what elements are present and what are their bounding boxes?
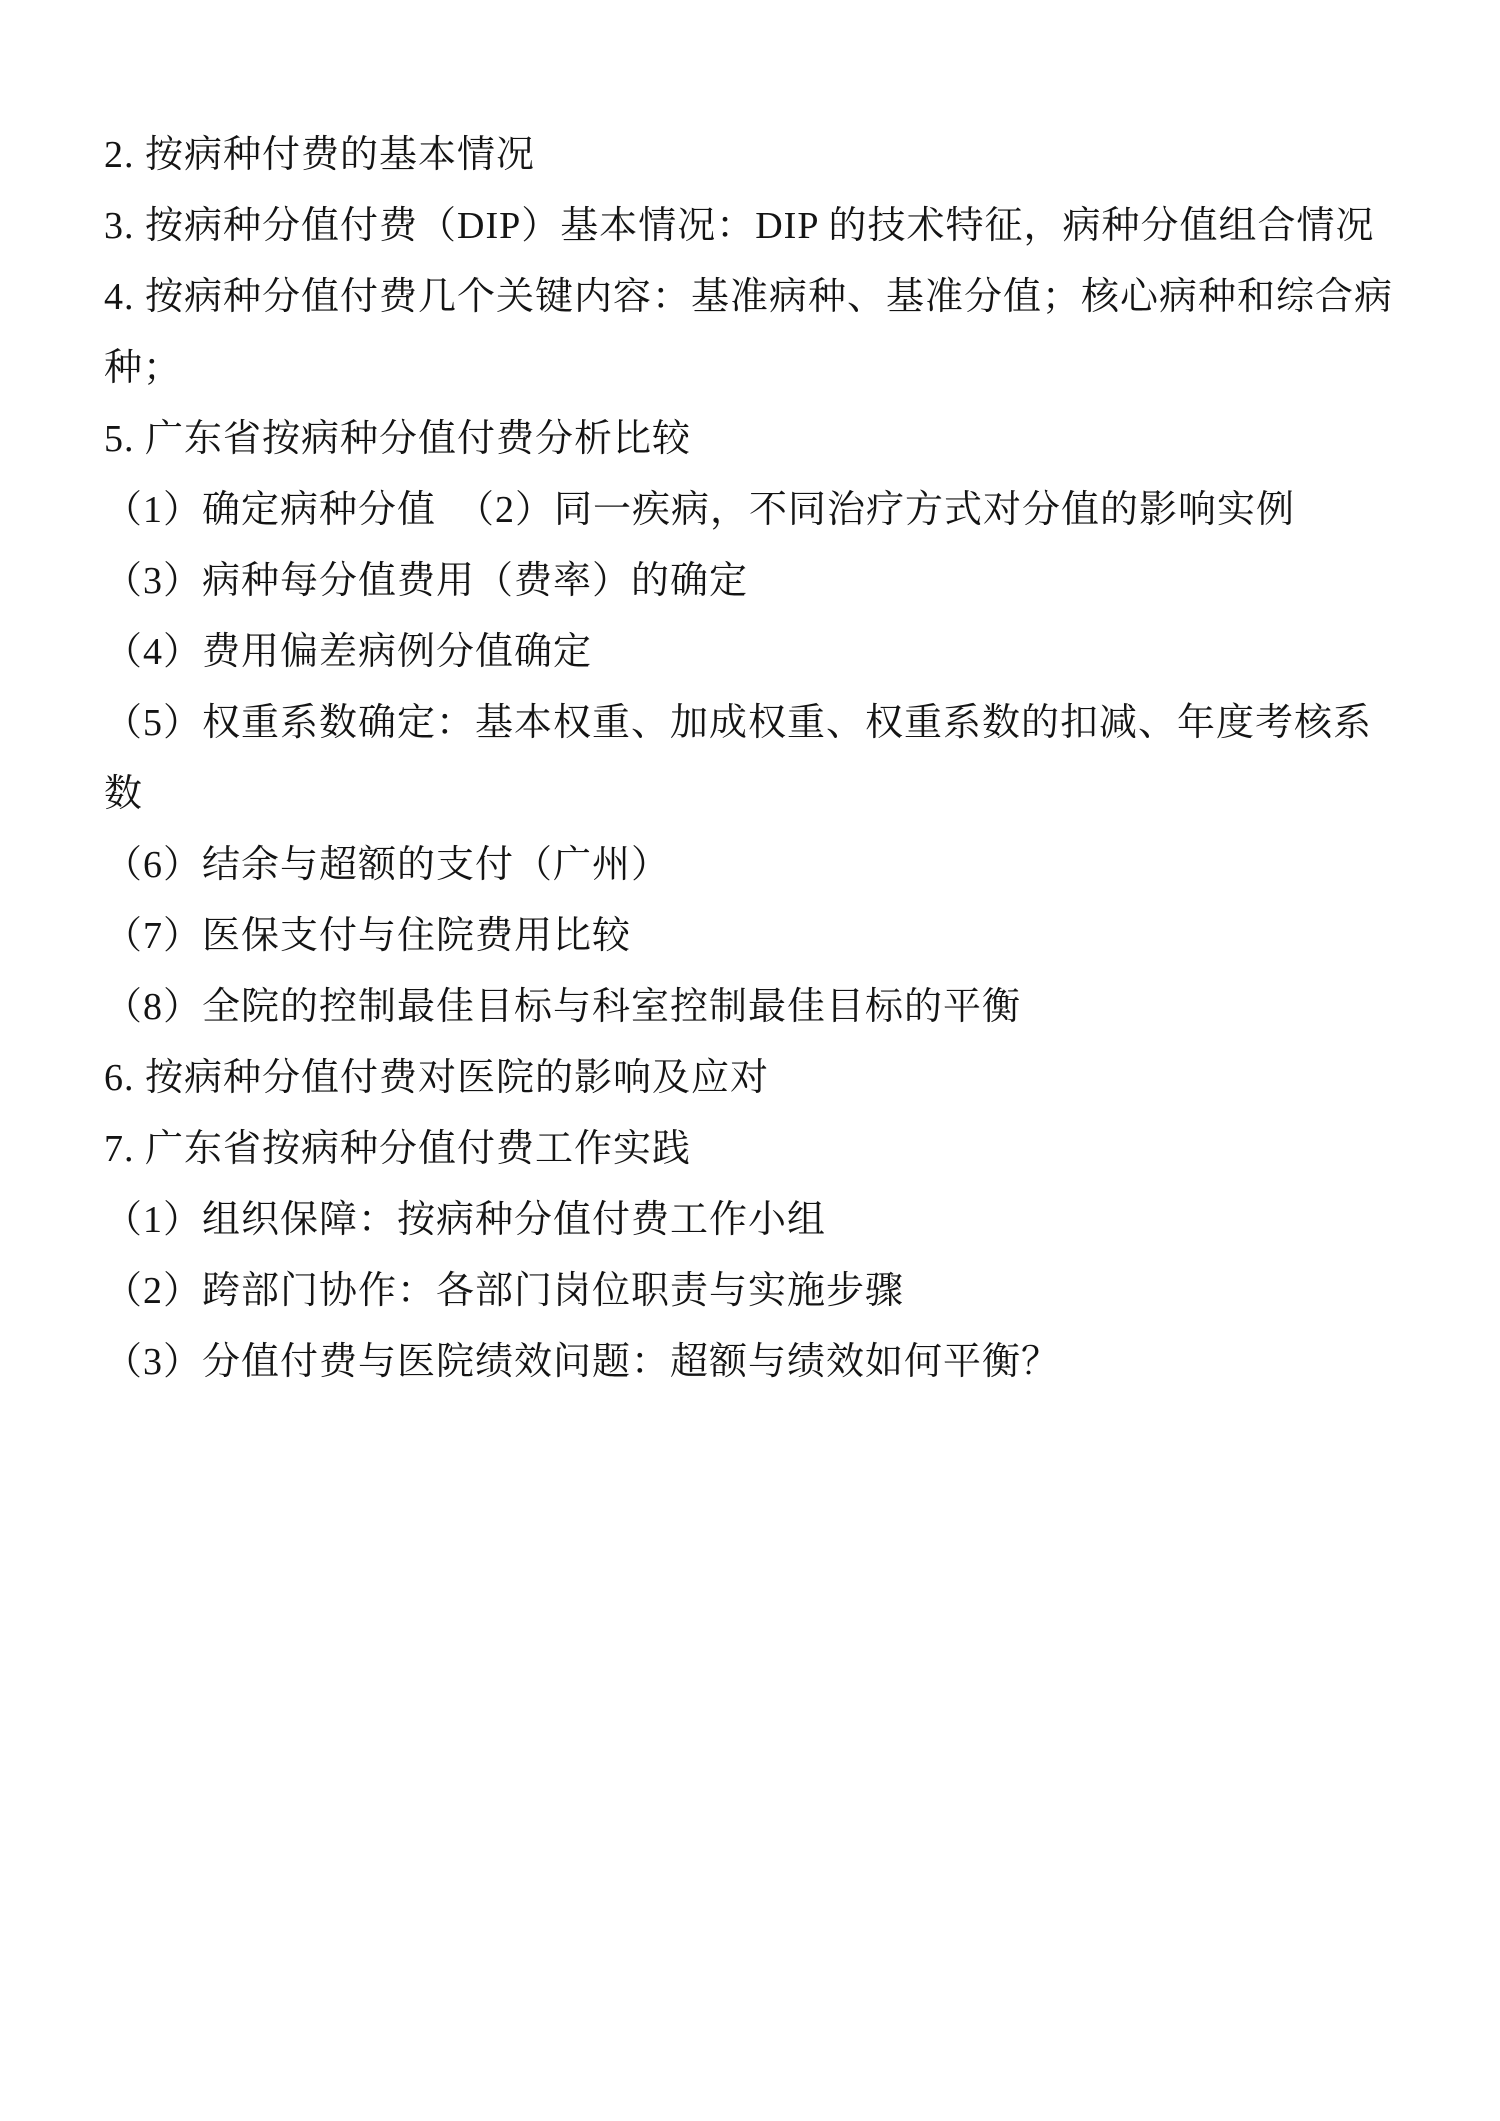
outline-subitem-7-3: （3）分值付费与医院绩效问题：超额与绩效如何平衡？ [104,1341,1061,1383]
outline-subitem-5-8: （8）全院的控制最佳目标与科室控制最佳目标的平衡 [104,986,1022,1028]
outline-item-6: 6. 按病种分值付费对医院的影响及应对 [104,1057,770,1099]
outline-subitem-5-5-continued: 数 [104,773,144,815]
outline-subitem-5-7: （7）医保支付与住院费用比较 [104,915,632,957]
outline-subitem-5-5: （5）权重系数确定：基本权重、加成权重、权重系数的扣减、年度考核系 [104,702,1373,744]
outline-item-3: 3. 按病种分值付费（DIP）基本情况：DIP 的技术特征，病种分值组合情况 [104,205,1375,247]
outline-subitem-5-3: （3）病种每分值费用（费率）的确定 [104,560,749,602]
outline-item-4: 4. 按病种分值付费几个关键内容：基准病种、基准分值；核心病种和综合病 [104,276,1394,318]
outline-item-4-continued: 种； [104,347,183,389]
outline-subitem-7-2: （2）跨部门协作：各部门岗位职责与实施步骤 [104,1270,905,1312]
outline-subitem-5-1-2: （1）确定病种分值 （2）同一疾病，不同治疗方式对分值的影响实例 [104,489,1296,531]
outline-subitem-7-1: （1）组织保障：按病种分值付费工作小组 [104,1199,827,1241]
outline-item-2: 2. 按病种付费的基本情况 [104,134,536,176]
outline-item-5: 5. 广东省按病种分值付费分析比较 [104,418,692,460]
outline-subitem-5-4: （4）费用偏差病例分值确定 [104,631,593,673]
outline-subitem-5-6: （6）结余与超额的支付（广州） [104,844,671,886]
outline-item-7: 7. 广东省按病种分值付费工作实践 [104,1128,692,1170]
